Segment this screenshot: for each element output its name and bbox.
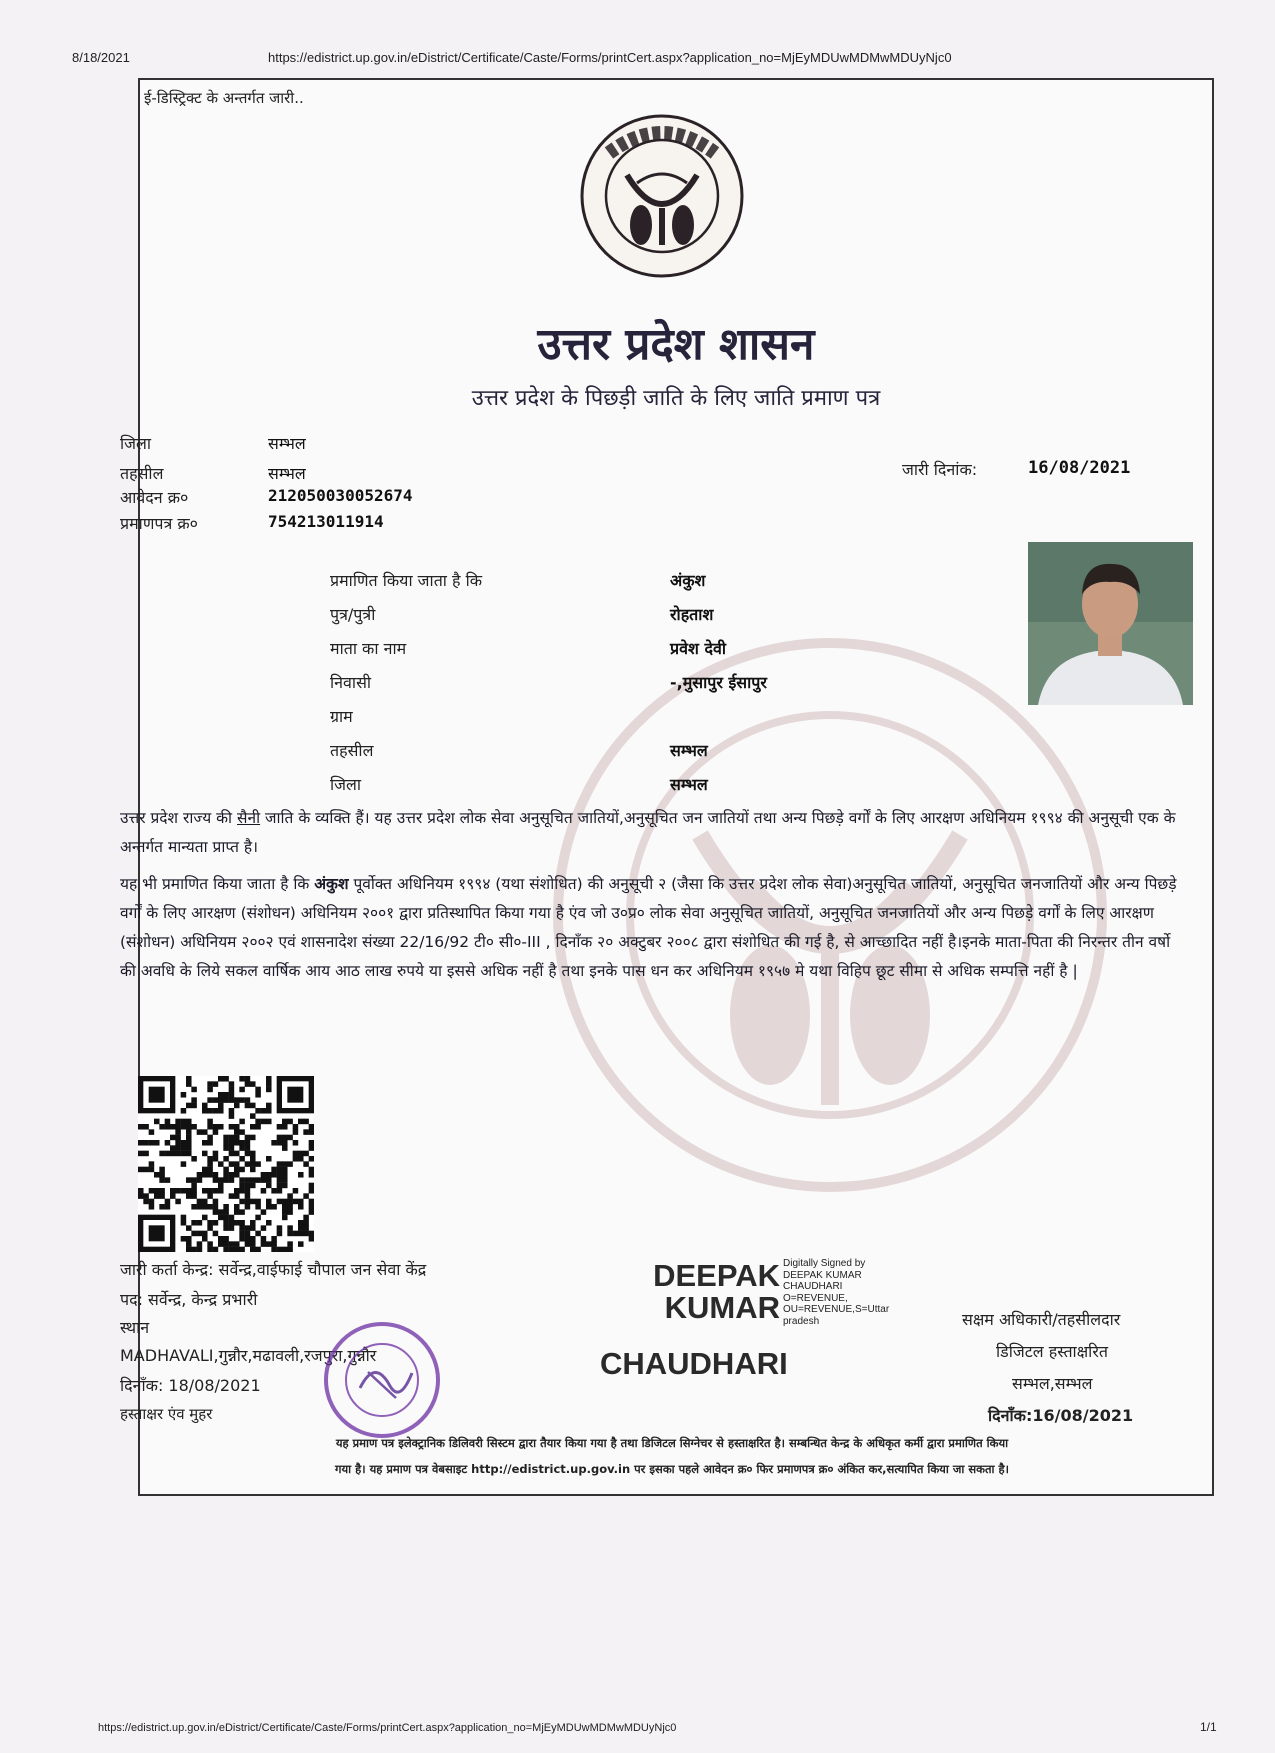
certificate-paragraph-1 bbox=[120, 804, 1180, 862]
certificate-paragraph-2 bbox=[120, 870, 1180, 986]
signer-name-line-1: DEEPAK bbox=[653, 1258, 780, 1293]
certificate-label: प्रमाणपत्र क्र० bbox=[120, 514, 198, 533]
page-title: उत्तर प्रदेश शासन bbox=[537, 319, 815, 370]
detail-value-mother: प्रवेश देवी bbox=[670, 639, 726, 658]
certificate-frame bbox=[120, 78, 1214, 1496]
tehsil-label: तहसील bbox=[120, 464, 164, 483]
issuer-post: पद: सर्वेन्द्र, केन्द्र प्रभारी bbox=[120, 1290, 258, 1309]
application-number: 212050030052674 bbox=[268, 486, 413, 505]
issued-under-text: ई-डिस्ट्रिक्ट के अन्तर्गत जारी.. bbox=[144, 89, 304, 107]
sig-detail: pradesh bbox=[783, 1315, 820, 1327]
para2-name: अंकुश bbox=[314, 875, 349, 893]
print-url: https://edistrict.up.gov.in/eDistrict/Certificate/Caste/Forms/printCert.aspx?application_no=MjEyMDUwMDMwMDUyNjc0 bbox=[268, 50, 952, 65]
detail-label-district: जिला bbox=[330, 775, 362, 794]
detail-value-resident: -,मुसापुर ईसापुर bbox=[670, 673, 767, 692]
detail-value-tehsil: सम्भल bbox=[670, 741, 708, 760]
signer-name-line-2: KUMAR bbox=[664, 1290, 780, 1325]
detail-label-certify: प्रमाणित किया जाता है कि bbox=[330, 571, 483, 590]
caste-name: सैनी bbox=[236, 809, 261, 827]
page-subtitle: उत्तर प्रदेश के पिछड़ी जाति के लिए जाति प्रमाण पत्र bbox=[471, 386, 881, 411]
detail-label-child-of: पुत्र/पुत्री bbox=[330, 605, 376, 624]
sig-detail: O=REVENUE, bbox=[783, 1292, 848, 1304]
para2-suffix: पूर्वोक्त अधिनियम १९९४ (यथा संशोधित) की अनुसूची २ (जैसा कि उत्तर प्रदेश लोक सेवा)अनुसूचित जातियों, अनुसूचित जनजातियों और अन्य पिछड़े वर्गों के लिए आरक्षण (संशोधन) अधिनियम २००१ द्वारा प्रतिस्थापित किया गया है एंव जो उ०प्र० लोक सेवा अनुसूचित जातियों, अनुसूचित जनजातियों और अन्य पिछड़े वर्गों के लिए आरक्षण (संशोधन) अधिनियम २००२ एवं शासनादेश संख्या 22/16/92 टी० सी०-III , दिनाँक २० अक्टुबर २००८ द्वारा संशोधित की गई है, से आच्छादित नहीं है।इनके माता-पिता की निरन्तर तीन वर्षो की अवधि के लिये सकल वार्षिक आय आठ लाख रुपये या इससे अधिक नहीं है तथा इनके पास धन कर अधिनियम १९५७ मे यथा विहिप छूट सीमा से अधिक सम्पत्ति नहीं है | bbox=[120, 875, 1177, 980]
sig-detail: CHAUDHARI bbox=[783, 1281, 843, 1292]
para1-prefix: उत्तर प्रदेश राज्य की bbox=[120, 809, 237, 827]
para2-prefix: यह भी प्रमाणित किया जाता है कि bbox=[120, 875, 315, 893]
authority-date: दिनाँक:16/08/2021 bbox=[988, 1406, 1134, 1425]
sig-detail: DEEPAK KUMAR bbox=[783, 1269, 862, 1281]
sig-detail: Digitally Signed by bbox=[783, 1258, 866, 1269]
sig-detail: OU=REVENUE,S=Uttar bbox=[783, 1304, 890, 1315]
issue-date-value: 16/08/2021 bbox=[1028, 458, 1131, 478]
detail-value-district: सम्भल bbox=[670, 775, 708, 794]
district-value: सम्भल bbox=[268, 434, 306, 453]
authority-title: सक्षम अधिकारी/तहसीलदार bbox=[962, 1310, 1121, 1329]
detail-label-tehsil: तहसील bbox=[330, 741, 374, 760]
issuer-sign-label: हस्ताक्षर एंव मुहर bbox=[120, 1405, 213, 1423]
detail-value-name: अंकुश bbox=[670, 571, 706, 590]
print-footer-url: https://edistrict.up.gov.in/eDistrict/Certificate/Caste/Forms/printCert.aspx?application_no=MjEyMDUwMDMwMDUyNjc0 bbox=[98, 1722, 677, 1734]
application-label: आवेदन क्र० bbox=[120, 488, 189, 507]
footer-note-line-2: गया है। यह प्रमाण पत्र वेबसाइट http://edistrict.up.gov.in पर इसका पहले आवेदन क्र० फिर प्रमाणपत्र क्र० अंकित कर,सत्यापित किया जा सकता है। bbox=[335, 1462, 1009, 1476]
print-date: 8/18/2021 bbox=[72, 50, 130, 65]
signer-name-line-3: CHAUDHARI bbox=[600, 1346, 788, 1381]
footer-note-line-1: यह प्रमाण पत्र इलेक्ट्रानिक डिलिवरी सिस्टम द्वारा तैयार किया गया है तथा डिजिटल सिग्नेचर से हस्ताक्षरित है। सम्बन्धित केन्द्र के अधिकृत कर्मी द्वारा प्रमाणित किया bbox=[335, 1436, 1009, 1450]
issuer-place-value: MADHAVALI,गुन्नौर,मढावली,रजपुरा,गुन्नौर bbox=[120, 1346, 377, 1365]
detail-label-mother: माता का नाम bbox=[330, 639, 407, 658]
detail-label-village: ग्राम bbox=[330, 707, 353, 726]
digital-signature-details bbox=[783, 1258, 933, 1327]
applicant-photo bbox=[1028, 542, 1193, 705]
authority-place: सम्भल,सम्भल bbox=[1012, 1374, 1093, 1393]
tehsil-value: सम्भल bbox=[268, 464, 306, 483]
issue-date-label: जारी दिनांक: bbox=[902, 460, 978, 479]
issuer-date: दिनाँक: 18/08/2021 bbox=[120, 1376, 261, 1395]
district-label: जिला bbox=[120, 434, 152, 453]
digital-signature-name bbox=[600, 1260, 780, 1324]
qr-code bbox=[138, 1076, 314, 1252]
issuer-center: जारी कर्ता केन्द्र: सर्वेन्द्र,वाईफाई चौपाल जन सेवा केंद्र bbox=[120, 1260, 427, 1279]
certificate-number: 754213011914 bbox=[268, 512, 384, 531]
state-emblem-icon bbox=[579, 113, 745, 279]
detail-value-father: रोहताश bbox=[670, 605, 714, 624]
para1-suffix: जाति के व्यक्ति हैं। यह उत्तर प्रदेश लोक सेवा अनुसूचित जातियों,अनुसूचित जन जातियों तथा अन्य पिछड़े वर्गों के लिए आरक्षण अधिनियम १९९४ की अनुसूची एक के अन्तर्गत मान्यता प्राप्त है। bbox=[120, 809, 1176, 856]
authority-signed: डिजिटल हस्ताक्षरित bbox=[996, 1342, 1108, 1361]
detail-label-resident: निवासी bbox=[330, 673, 372, 692]
center-stamp-icon bbox=[320, 1318, 444, 1442]
issuer-place-label: स्थान bbox=[120, 1318, 150, 1337]
footer-note bbox=[136, 1430, 1208, 1482]
print-page-number: 1/1 bbox=[1200, 1720, 1217, 1734]
